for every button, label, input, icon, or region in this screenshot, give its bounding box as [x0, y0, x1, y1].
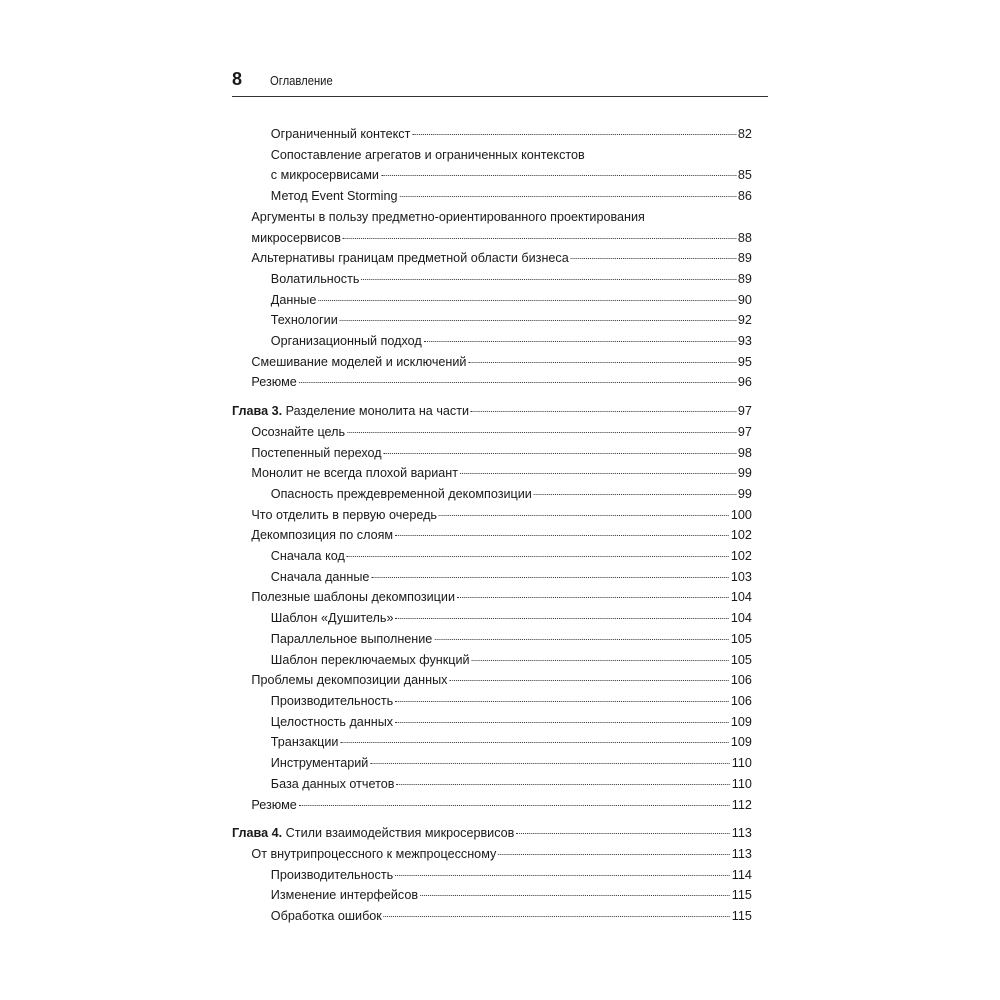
dot-leader — [395, 874, 730, 876]
dot-leader — [460, 472, 736, 474]
toc-entry — [232, 774, 752, 795]
toc-entry-text: Транзакции — [270, 734, 339, 750]
toc-entry-title — [251, 505, 437, 526]
toc-entry-text: Изменение интерфейсов — [270, 887, 419, 903]
dot-leader — [439, 514, 729, 516]
toc-entry — [232, 505, 752, 526]
toc-entry-text: Организационный подход — [270, 333, 422, 349]
toc-entry-title — [271, 331, 422, 352]
toc-entry-page: 100 — [730, 506, 752, 522]
toc-entry — [232, 546, 752, 567]
toc-entry-text: Резюме — [251, 374, 297, 390]
toc-entry-page: 88 — [737, 229, 752, 245]
toc-entry-page: 106 — [730, 672, 752, 688]
chapter-label: Глава 4. — [232, 825, 283, 841]
dot-leader — [371, 576, 729, 578]
toc-entry-title — [271, 732, 339, 753]
toc-entry-page: 113 — [731, 845, 752, 861]
dot-leader — [571, 257, 736, 259]
dot-leader — [299, 804, 730, 806]
toc-entry-title — [271, 712, 393, 733]
toc-entry-page: 114 — [731, 866, 752, 882]
toc-entry-title — [232, 401, 469, 422]
toc-entry-page: 99 — [737, 465, 752, 481]
toc-entry-page: 106 — [730, 692, 752, 708]
dot-leader — [424, 340, 736, 342]
toc-entry-text: Шаблон «Душитель» — [270, 610, 394, 626]
toc-entry — [232, 650, 752, 671]
toc-entry — [232, 525, 752, 546]
toc-entry — [232, 484, 752, 505]
toc-entry-text: Монолит не всегда плохой вариант — [251, 465, 459, 481]
toc-entry-text: Полезные шаблоны декомпозиции — [251, 589, 456, 605]
toc-entry-text: Параллельное выполнение — [270, 630, 433, 646]
toc-entry-page: 97 — [737, 423, 752, 439]
toc-entry-text: База данных отчетов — [270, 775, 395, 791]
toc-entry-text: От внутрипроцессного к межпроцессному — [251, 845, 497, 861]
toc-entry — [232, 248, 752, 269]
toc-entry — [232, 906, 752, 927]
dot-leader — [498, 853, 730, 855]
toc-entry-title — [251, 463, 458, 484]
toc-entry-page: 89 — [737, 250, 752, 266]
toc-entry-title — [271, 753, 369, 774]
toc-entry-title — [251, 228, 340, 249]
toc-entry-title — [271, 124, 411, 145]
toc-entry-text: Сначала код — [270, 548, 345, 564]
toc-entry — [232, 732, 752, 753]
toc-entry-title — [271, 186, 398, 207]
toc-entry — [232, 587, 752, 608]
dot-leader — [340, 319, 736, 321]
toc-entry-title — [251, 352, 466, 373]
toc-entry-text: Стили взаимодействия микросервисов — [285, 825, 515, 841]
dot-leader — [395, 721, 729, 723]
dot-leader — [343, 237, 736, 239]
table-of-contents — [232, 124, 768, 927]
toc-entry-text: Инструментарий — [270, 755, 369, 771]
toc-entry — [232, 145, 752, 186]
chapter-label: Глава 3. — [232, 403, 283, 419]
dot-leader — [396, 783, 729, 785]
toc-entry-page: 104 — [730, 610, 752, 626]
dot-leader — [471, 410, 736, 412]
toc-entry-page: 82 — [737, 126, 752, 141]
toc-entry-text: Что отделить в первую очередь — [251, 506, 438, 522]
toc-entry-text: Альтернативы границам предметной области бизнеса — [251, 250, 569, 266]
toc-entry-text: Ограниченный контекст — [270, 126, 411, 141]
toc-entry-page: 110 — [731, 775, 752, 791]
toc-entry — [232, 124, 752, 145]
toc-entry-title — [271, 310, 338, 331]
toc-entry-page: 115 — [731, 887, 752, 903]
toc-entry-text: Осознайте цель — [251, 423, 346, 439]
toc-entry-page: 110 — [731, 755, 752, 771]
dot-leader — [471, 659, 728, 661]
toc-entry-text: Волатильность — [270, 270, 360, 286]
page-number: 8 — [232, 69, 243, 89]
toc-entry — [232, 608, 752, 629]
page-header — [232, 68, 768, 97]
toc-entry — [232, 310, 752, 331]
toc-entry — [232, 567, 752, 588]
toc-entry-text: Метод Event Storming — [270, 188, 398, 204]
toc-entry-page: 95 — [737, 353, 752, 369]
toc-entry-page: 112 — [731, 796, 752, 812]
toc-entry-text: Данные — [270, 291, 317, 307]
toc-entry-page: 103 — [730, 568, 752, 584]
toc-entry-text: Разделение монолита на части — [285, 403, 470, 419]
toc-entry-text: Шаблон переключаемых функций — [270, 651, 470, 667]
toc-entry-page: 113 — [731, 825, 752, 841]
dot-leader — [395, 617, 729, 619]
toc-entry-title — [271, 165, 379, 186]
toc-entry-title — [251, 670, 447, 691]
toc-entry-text: Обработка ошибок — [270, 908, 382, 924]
dot-leader — [370, 762, 730, 764]
toc-entry-title — [251, 844, 496, 865]
toc-entry-page: 99 — [737, 485, 752, 501]
dot-leader — [299, 381, 736, 383]
toc-entry-title — [271, 608, 394, 629]
dot-leader — [412, 133, 736, 135]
running-title: Оглавление — [270, 74, 333, 88]
toc-entry — [232, 352, 752, 373]
toc-entry-text: Производительность — [270, 866, 394, 882]
toc-entry-page: 89 — [737, 270, 752, 286]
toc-entry-text: Технологии — [270, 312, 338, 328]
toc-entry — [232, 712, 752, 733]
toc-entry-title — [251, 443, 381, 464]
toc-entry-text: Резюме — [251, 796, 297, 812]
toc-entry — [232, 331, 752, 352]
toc-entry-title — [271, 629, 433, 650]
toc-entry — [232, 865, 752, 886]
toc-entry-title — [271, 290, 317, 311]
toc-entry — [232, 290, 752, 311]
dot-leader — [449, 679, 729, 681]
toc-entry — [232, 463, 752, 484]
toc-entry-page: 105 — [730, 630, 752, 646]
toc-entry-title — [271, 906, 382, 927]
dot-leader — [384, 452, 736, 454]
toc-entry — [232, 629, 752, 650]
dot-leader — [347, 555, 729, 557]
toc-entry-title — [251, 248, 568, 269]
toc-entry — [232, 186, 752, 207]
toc-entry — [232, 670, 752, 691]
toc-entry-title-line1: Сопоставление агрегатов и ограниченных контекстов — [270, 146, 585, 162]
dot-leader — [384, 915, 730, 917]
toc-entry-title — [271, 885, 418, 906]
toc-entry-title — [251, 525, 393, 546]
toc-entry-text: микросервисов — [251, 229, 341, 245]
toc-entry — [232, 372, 752, 393]
toc-entry-title — [271, 546, 345, 567]
dot-leader — [361, 278, 736, 280]
toc-entry-page: 90 — [737, 291, 752, 307]
toc-entry — [232, 691, 752, 712]
dot-leader — [318, 299, 736, 301]
toc-entry-text: Постепенный переход — [251, 444, 382, 460]
toc-entry-text: Смешивание моделей и исключений — [251, 353, 467, 369]
dot-leader — [420, 894, 730, 896]
toc-entry-page: 86 — [737, 188, 752, 204]
toc-entry-title — [271, 269, 360, 290]
toc-entry — [232, 885, 752, 906]
toc-entry-page: 109 — [730, 713, 752, 729]
toc-entry-text: Опасность преждевременной декомпозиции — [270, 485, 532, 501]
dot-leader — [347, 431, 736, 433]
toc-entry-page: 102 — [730, 527, 752, 543]
toc-entry-text: Целостность данных — [270, 713, 394, 729]
toc-entry-title — [271, 484, 532, 505]
toc-entry-text: Проблемы декомпозиции данных — [251, 672, 448, 688]
toc-entry-title — [271, 865, 393, 886]
toc-entry-text: Декомпозиция по слоям — [251, 527, 394, 543]
toc-entry-page: 102 — [730, 548, 752, 564]
dot-leader — [381, 174, 736, 176]
toc-entry-title — [251, 587, 455, 608]
toc-entry-page: 109 — [730, 734, 752, 750]
toc-entry — [232, 443, 752, 464]
toc-entry-title — [251, 795, 296, 816]
toc-entry — [232, 753, 752, 774]
toc-entry-page: 97 — [737, 403, 752, 419]
toc-entry-title-line1: Аргументы в пользу предметно-ориентированного проектирования — [251, 208, 645, 224]
toc-entry-text: Производительность — [270, 692, 394, 708]
dot-leader — [468, 361, 736, 363]
toc-entry-text: с микросервисами — [270, 167, 379, 183]
dot-leader — [534, 493, 736, 495]
toc-entry-page: 104 — [730, 589, 752, 605]
toc-entry — [232, 269, 752, 290]
toc-entry-title — [271, 567, 370, 588]
dot-leader — [434, 638, 729, 640]
toc-entry-text: Сначала данные — [270, 568, 370, 584]
toc-entry-title — [271, 774, 395, 795]
dot-leader — [340, 741, 729, 743]
toc-entry — [232, 844, 752, 865]
toc-entry-page: 105 — [730, 651, 752, 667]
toc-entry-page: 98 — [737, 444, 752, 460]
toc-entry — [232, 795, 752, 816]
toc-entry-page: 115 — [731, 908, 752, 924]
dot-leader — [457, 596, 729, 598]
toc-entry-title — [271, 650, 470, 671]
toc-entry-title — [232, 823, 514, 844]
toc-entry-title — [251, 372, 296, 393]
dot-leader — [395, 534, 729, 536]
toc-entry-page: 92 — [737, 312, 752, 328]
toc-chapter-entry — [232, 401, 752, 422]
dot-leader — [399, 195, 736, 197]
toc-entry-title — [271, 691, 393, 712]
toc-entry-title — [251, 422, 345, 443]
toc-entry-page: 85 — [737, 167, 752, 183]
toc-chapter-entry — [232, 823, 752, 844]
dot-leader — [395, 700, 729, 702]
toc-entry-page: 93 — [737, 333, 752, 349]
toc-entry — [232, 422, 752, 443]
toc-entry — [232, 207, 752, 248]
dot-leader — [516, 832, 730, 834]
toc-entry-page: 96 — [737, 374, 752, 390]
